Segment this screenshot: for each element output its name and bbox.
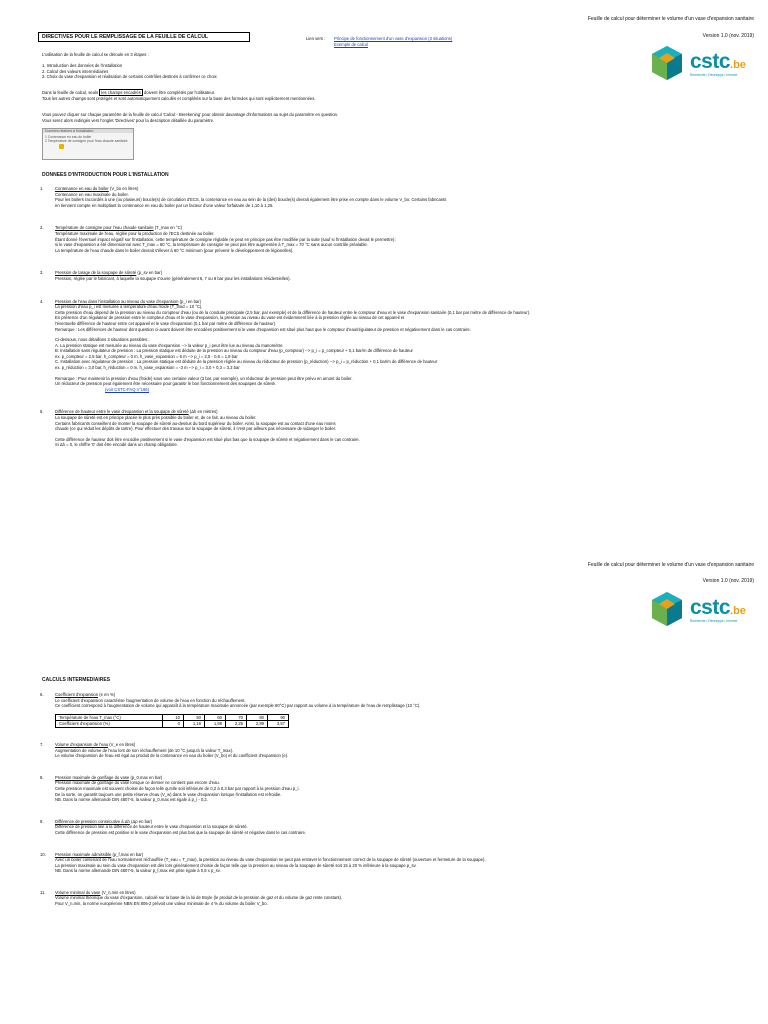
fill-instruction bbox=[42, 90, 215, 96]
item-number: 11. bbox=[40, 889, 46, 895]
item-line: Étant donné l'éventuel impact négatif sur l'installation, cette température de consigne réglable ne peut en principe pas être modifiée par la suite (sauf si l'installation devait le permettre); bbox=[55, 236, 396, 242]
item-line: Remarque : Pour maintenir la pression d'eau (froide) sous une certaine valeur (3 bar, par exemple), un réducteur de pression peut être prévu en amont du boiler. bbox=[55, 375, 353, 381]
item-line: Ce coefficient correspond à l'augmentation de volume qui apparaît à la température maximale annoncée (par exemple 60°C) par rapport au volume à la température de l'eau de remplissage (10 °C). bbox=[55, 703, 421, 709]
item-unit: (V_e en litres) bbox=[109, 741, 136, 747]
fill-pre: Dans la feuille de calcul, seuls bbox=[42, 90, 99, 95]
item-title[interactable]: Différence de hauteur entre le vase d'expansion et la soupape de sûreté bbox=[55, 409, 189, 415]
version-label: Version 1.0 (nov. 2019) bbox=[702, 33, 754, 39]
item-line: Le volume d'expansion de l'eau est égal au produit de la contenance en eau du boiler (V_bo) et du coefficient d'expansion (e). bbox=[55, 753, 289, 759]
item-unit: (Δh en mètres) bbox=[189, 409, 218, 415]
item-line: Avec un boiler contenant de l'eau normalement réchauffée (T_eau = T_max), la pression au niveau du vase d'expansion ne peut pas entraver le fonctionnement correct de la soupape de sûreté (ouverture et fermeture de la soupape). bbox=[55, 857, 486, 863]
table-cell: 1,18 bbox=[184, 721, 205, 728]
logo-suffix: .be bbox=[730, 604, 746, 617]
link-principle[interactable]: Principe de fonctionnement d'un vase d'expansion (3 situations) bbox=[334, 36, 453, 41]
item-title[interactable]: Différence de pression consécutive à Δh bbox=[55, 818, 130, 824]
item-line: Cette pression maximale est souvent choisie de façon telle qu'elle soit inférieure de 0,2 à 0,3 bar par rapport à la pression d'eau p_i. bbox=[55, 785, 300, 791]
expansion-table bbox=[55, 714, 289, 728]
cstc-logo-icon bbox=[648, 590, 686, 628]
item-title[interactable]: Pression de tarage de la soupape de sûreté bbox=[55, 270, 137, 276]
table-cell: 2,89 bbox=[247, 721, 268, 728]
list-item bbox=[40, 186, 740, 208]
item-line: si le vase d'expansion a été dimensionné avec T_max = 60 °C, la température de consigne ne peut pas être augmentée à T_max = 70 °C sans aucun contrôle préalable. bbox=[55, 242, 368, 248]
item-line: Cette différence de pression est positive si le vase d'expansion est plus bas que la soupape de sûreté et négative dans le cas contraire. bbox=[55, 829, 306, 835]
item-line: La pression maximale au sein du vase d'expansion est dès lors généralement choisie de façon telle que la pression au niveau de la soupape de sûreté soit 15 à 20 % inférieure à la soupape p_sv. bbox=[55, 862, 417, 868]
steps-list bbox=[42, 63, 217, 80]
item-title[interactable]: Température de consigne pour l'eau chaude sanitaire bbox=[55, 225, 154, 231]
item-unit: (p_i en bar) bbox=[179, 298, 202, 304]
logo-suffix: .be bbox=[730, 58, 746, 71]
list-item bbox=[40, 819, 740, 836]
item-line: La pression d'eau p_i est mesurée à température d'eau froide (T_froid = 10 °C). bbox=[55, 304, 203, 310]
item-line: Augmentation de volume de l'eau lors de son réchauffement (de 10 °C jusqu'à la valeur T_max). bbox=[55, 747, 234, 753]
item-unit: (V_n,min en litres) bbox=[101, 889, 136, 895]
item-line: NB. Dans la norme allemande DIN 4807-5, la valeur p_0,max est égale à p_i - 0,2. bbox=[55, 797, 208, 803]
item-line: Pour les boilers raccordés à une (ou plusieurs) boucle(s) de circulation d'ECS, la contenance en eau au sein de la (des) boucle(s) devrait également être prise en compte dans le volume V_bo. Certains fabricants bbox=[55, 197, 447, 203]
table-cell: Température de l'eau T_max (°C) bbox=[56, 714, 163, 721]
item-line: A. La pression statique est mesurée au niveau du vase d'expansion --> la valeur p_i peut être lue au niveau du manomètre. bbox=[55, 342, 284, 348]
thumb-line2: 2 Température de consigne pour l'eau chaude sanitaire bbox=[45, 139, 128, 143]
item-line: Cette différence de hauteur doit être encodée positivement si le vase d'expansion est situé plus bas que la soupape de sûreté et négativement dans le cas contraire. bbox=[55, 436, 360, 442]
item-number: 10. bbox=[40, 851, 46, 857]
section-intermediate: CALCULS INTERMEDIAIRES bbox=[42, 677, 111, 683]
table-cell: 3,57 bbox=[268, 721, 289, 728]
item-line: La soupape de sûreté est en principe placée le plus près possible du boiler et, de ce fait, au niveau du boiler. bbox=[55, 415, 257, 421]
framed-fields-example: les champs encadrés bbox=[101, 90, 141, 95]
item-line: De la sorte, on garantit toujours une petite réserve d'eau (V_w) dans le vase d'expansion lorsque l'installation est refroidie. bbox=[55, 791, 282, 797]
item-number: 4. bbox=[40, 298, 44, 304]
item-title[interactable]: Pression maximale de gonflage du vase bbox=[55, 774, 130, 780]
item-line: NB. Dans la norme allemande DIN 4807-5, la valeur p_f,max est prise égale à 0,8 x p_sv. bbox=[55, 868, 221, 874]
item-line: Cette pression d'eau dépend de la pression au niveau du compteur d'eau (ou de la conduite principale (2,5 bar, par exemple) et de la différence de hauteur entre le compteur d'eau et le vase d'expansion sanitaire (0,1 bar par mètre de différence de hauteur). bbox=[55, 309, 531, 315]
table-row bbox=[56, 721, 289, 728]
step-item: 1. Introduction des données de l'installation bbox=[42, 63, 123, 68]
item-unit: (Δp en bar) bbox=[131, 818, 153, 824]
item-line: chaude (ce qui réduit les dépôts de tartre). Pour effectuer des travaux sur la soupape de sûreté, il n'est par ailleurs pas nécessaire de vidanger le boiler. bbox=[55, 426, 336, 432]
item-line: Certains fabricants conseillent de monter la soupape de sûreté au-dessus du bord supérieur du boiler. Ainsi, la soupape est au contact d'une eau moins bbox=[55, 420, 336, 426]
item-line: C. Installation avec régulateur de pression : La pression statique est déduite de la pression réglée au niveau du réducteur de pression (p_réduction) --> p_i = p_réduction + 0,1 bar/m de différence de hauteur bbox=[55, 359, 438, 365]
cstc-logo bbox=[648, 44, 746, 82]
item-number: 3. bbox=[40, 270, 44, 276]
item-unit: (e en %) bbox=[99, 692, 116, 697]
item-line: en tiennent compte en multipliant la contenance en eau du boiler par un facteur d'une valeur forfaitaire de 1,10 à 1,25. bbox=[55, 202, 274, 208]
list-item bbox=[40, 270, 740, 281]
thumb-title: Données relatives à l'installation bbox=[43, 129, 133, 133]
item-title[interactable]: Contenance en eau du boiler bbox=[55, 186, 109, 191]
item-title[interactable]: Pression maximale admissible bbox=[55, 851, 112, 857]
link-example[interactable]: Exemple de calcul bbox=[334, 42, 368, 47]
click-info-2: Vous serez alors redirigés vers l'onglet 'Directives' pour la description détaillée du paramètre. bbox=[42, 118, 215, 123]
fill-line2: Tous les autres champs sont protégés et sont automatiquement calculés et complétés sur la base des formules qui sont explicitement mentionnées. bbox=[42, 96, 316, 101]
item-number: 1. bbox=[40, 186, 44, 191]
faq-link[interactable]: (voir CSTC-FAQ n°166) bbox=[105, 386, 150, 392]
page-title: DIRECTIVES POUR LE REMPLISSAGE DE LA FEUILLE DE CALCUL bbox=[38, 32, 250, 42]
logo-tagline: Recherche • Développe • Informe bbox=[690, 618, 738, 623]
list-item bbox=[40, 890, 740, 907]
item-title[interactable]: Volume minimal du vase bbox=[55, 889, 101, 895]
item-unit: (p_0,max en bar) bbox=[130, 774, 163, 780]
item-line: Différence de pression liée à la différence de hauteur entre le vase d'expansion et la soupape de sûreté. bbox=[55, 824, 248, 830]
logo-text: cstc bbox=[690, 49, 731, 73]
table-cell: Coefficient d'expansion (%) bbox=[56, 721, 163, 728]
thumb-line1: 1 Contenance en eau du boiler bbox=[45, 135, 92, 139]
item-unit: (p_sv en bar) bbox=[137, 270, 163, 276]
list-item bbox=[40, 692, 740, 728]
table-cell: 70 bbox=[226, 714, 247, 721]
item-number: 7. bbox=[40, 741, 44, 747]
list-item bbox=[40, 409, 740, 448]
pointer-icon bbox=[59, 144, 64, 149]
header-note-2: Feuille de calcul pour déterminer le volume d'un vase d'expansion sanitaire bbox=[587, 562, 754, 568]
list-item bbox=[40, 742, 740, 759]
item-unit: (T_max en °C) bbox=[154, 225, 183, 231]
list-item bbox=[40, 852, 740, 874]
list-item bbox=[40, 775, 740, 803]
intermediate-items bbox=[40, 692, 740, 907]
item-number: 5. bbox=[40, 409, 44, 415]
logo-tagline: Recherche • Développe • Informe bbox=[690, 72, 738, 77]
item-line: Température maximale de l'eau, réglée pour la production de l'ECS destinée au boiler. bbox=[55, 230, 215, 236]
item-line: Remarque : Les différences de hauteur dont question ci-avant doivent être encodées positivement si le vase d'expansion est situé plus haut que le compteur d'eau/régulateur de pression et négativement dans le cas contraire. bbox=[55, 326, 471, 332]
item-line: Si Δh = 0, le chiffre '0' doit être encodé dans un champ obligatoire. bbox=[55, 442, 178, 448]
table-cell: 80 bbox=[247, 714, 268, 721]
section-input-data: DONNEES D'INTRODUCTION POUR L'INSTALLATION bbox=[42, 172, 169, 178]
step-item: 3. Choix du vase d'expansion et réalisation de certains contrôles destinés à confirmer ce choix bbox=[42, 74, 217, 80]
spreadsheet-thumbnail bbox=[42, 128, 134, 160]
item-line: Volume minimal théorique du vase d'expansion, calculé sur la base de la loi de Boyle (le produit de la pression de gaz et du volume de gaz reste constant). bbox=[55, 895, 343, 901]
intro-text: L'utilisation de la feuille de calcul se déroule en 3 étapes : bbox=[42, 52, 149, 57]
item-line: La température de l'eau chaude dans le boiler devrait s'élever à 60 °C minimum (pour prévenir le développement de légionelles). bbox=[55, 247, 294, 253]
cstc-logo-2 bbox=[648, 590, 746, 628]
table-cell: 50 bbox=[184, 714, 205, 721]
item-unit: (p_f,max en bar) bbox=[112, 851, 144, 857]
table-cell: 0 bbox=[163, 721, 184, 728]
table-cell: 2,25 bbox=[226, 721, 247, 728]
item-line: ex. p_compteur = 2,5 bar, h_compteur = 0 m, h_vase_expansion = 6 m --> p_i = 2,5 - 0,6 = 1,9 bar bbox=[55, 353, 238, 359]
list-item bbox=[40, 225, 740, 253]
item-line: Pression maximale de gonflage du vase lorsque ce dernier ne contient pas encore d'eau. bbox=[55, 780, 220, 786]
item-line: ex. p_réduction = 3,0 bar, h_réduction = 0 m, h_vase_expansion = -3 m --> p_i = 3,0 + 0,3 = 3,3 bar bbox=[55, 365, 240, 371]
cstc-logo-icon bbox=[648, 44, 686, 82]
list-item bbox=[40, 299, 740, 393]
item-line: En présence d'un régulateur de pression entre le compteur d'eau et le vase d'expansion, la pression au niveau du vase est évidemment liée à la pression réglée au niveau de cet appareil et bbox=[55, 315, 405, 321]
step-item: 2. Calcul des valeurs intermédiaires bbox=[42, 68, 109, 74]
table-cell: 90 bbox=[268, 714, 289, 721]
item-line: Contenance en eau maximale du boiler. bbox=[55, 191, 129, 197]
table-row bbox=[56, 714, 289, 721]
item-number: 6. bbox=[40, 692, 44, 697]
item-unit: (V_bo en litres) bbox=[109, 186, 139, 191]
item-line: B. Installation sans régulateur de pression : La pression statique est déduite de la pression au niveau du compteur d'eau (p_compteur) --> p_i = p_compteur + 0,1 bar/m de différence de hauteur bbox=[55, 348, 413, 354]
table-cell: 10 bbox=[163, 714, 184, 721]
header-note: Feuille de calcul pour déterminer le volume d'un vase d'expansion sanitaire bbox=[587, 16, 754, 22]
item-title[interactable]: Coefficient d'expansion bbox=[55, 692, 99, 697]
table-cell: 60 bbox=[205, 714, 226, 721]
fill-post: doivent être complétés par l'utilisateur. bbox=[144, 90, 216, 95]
item-number: 8. bbox=[40, 774, 44, 780]
version-label-2: Version 1.0 (nov. 2019) bbox=[702, 578, 754, 584]
item-line: Pour V_n,min, la norme européenne NBN EN 806-2 prévoit une valeur minimale de 4 % du volume du boiler V_bo. bbox=[55, 901, 268, 907]
table-cell: 1,68 bbox=[205, 721, 226, 728]
item-line: Pression, réglée par le fabricant, à laquelle la soupape s'ouvre (généralement 6, 7 ou 8 bar pour les installations résidentielles). bbox=[55, 275, 291, 281]
links-label: Lien vers : bbox=[306, 36, 326, 41]
item-line: Un réducteur de pression peut également être nécessaire pour garantir le bon fonctionnement des soupapes de sûreté. bbox=[55, 381, 277, 387]
input-items bbox=[40, 186, 740, 448]
item-line: Ci-dessous, nous détaillons 3 situations possibles : bbox=[55, 337, 150, 343]
click-info-1: Vous pouvez cliquer sur chaque paramètre de la feuille de calcul 'Calcul - Berekening' pour obtenir davantage d'informations au sujet du paramètre en question. bbox=[42, 112, 339, 117]
item-line: l'éventuelle différence de hauteur entre cet appareil et le vase d'expansion (0,1 bar par mètre de différence de hauteur). bbox=[55, 320, 277, 326]
item-number: 2. bbox=[40, 225, 44, 231]
item-title[interactable]: Volume d'expansion de l'eau bbox=[55, 741, 109, 747]
logo-text: cstc bbox=[690, 595, 731, 619]
item-line: Le coefficient d'expansion caractérise l'augmentation de volume de l'eau en fonction du réchauffement. bbox=[55, 697, 246, 703]
item-number: 9. bbox=[40, 818, 44, 824]
item-title[interactable]: Pression de l'eau dans l'installation au niveau du vase d'expansion bbox=[55, 298, 179, 304]
